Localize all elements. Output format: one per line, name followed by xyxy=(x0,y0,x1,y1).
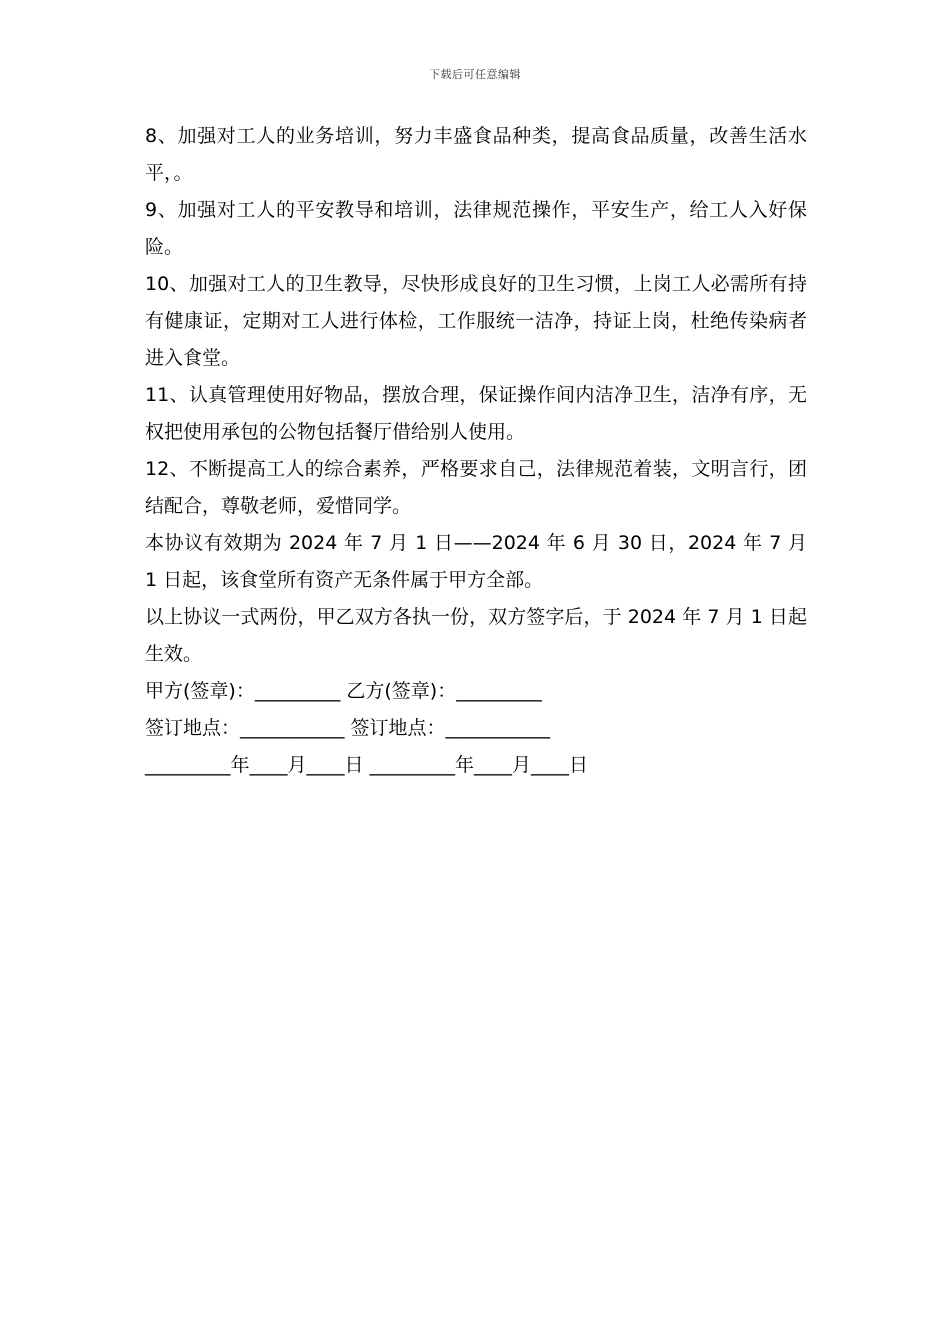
clause-9: 9、加强对工人的平安教导和培训，法律规范操作，平安生产，给工人入好保险。 xyxy=(145,199,807,258)
signature-parties-line: 甲方(签章)：_________ 乙方(签章)：_________ xyxy=(145,680,542,702)
clause-8: 8、加强对工人的业务培训，努力丰盛食品种类，提高食品质量，改善生活水平，。 xyxy=(145,125,807,184)
clause-11: 11、认真管理使用好物品，摆放合理，保证操作间内洁净卫生，洁净有序，无权把使用承包的公物包括餐厅借给别人使用。 xyxy=(145,384,807,443)
clause-12: 12、不断提高工人的综合素养，严格要求自己，法律规范着装，文明言行，团结配合，尊敬老师，爱惜同学。 xyxy=(145,458,807,517)
signature-location-line: 签订地点：___________ 签订地点：___________ xyxy=(145,717,551,739)
effective-clause: 以上协议一式两份，甲乙双方各执一份，双方签字后，于 2024 年 7 月 1 日起生效。 xyxy=(145,606,807,665)
validity-period: 本协议有效期为 2024 年 7 月 1 日——2024 年 6 月 30 日，2024 年 7 月 1 日起，该食堂所有资产无条件属于甲方全部。 xyxy=(145,532,807,591)
document-body xyxy=(145,118,807,784)
clause-10: 10、加强对工人的卫生教导，尽快形成良好的卫生习惯，上岗工人必需所有持有健康证，定期对工人进行体检，工作服统一洁净，持证上岗，杜绝传染病者进入食堂。 xyxy=(145,273,807,369)
page-header: 下载后可任意编辑 xyxy=(429,68,521,81)
signature-date-line: _________年____月____日 _________年____月____日 xyxy=(145,754,589,776)
